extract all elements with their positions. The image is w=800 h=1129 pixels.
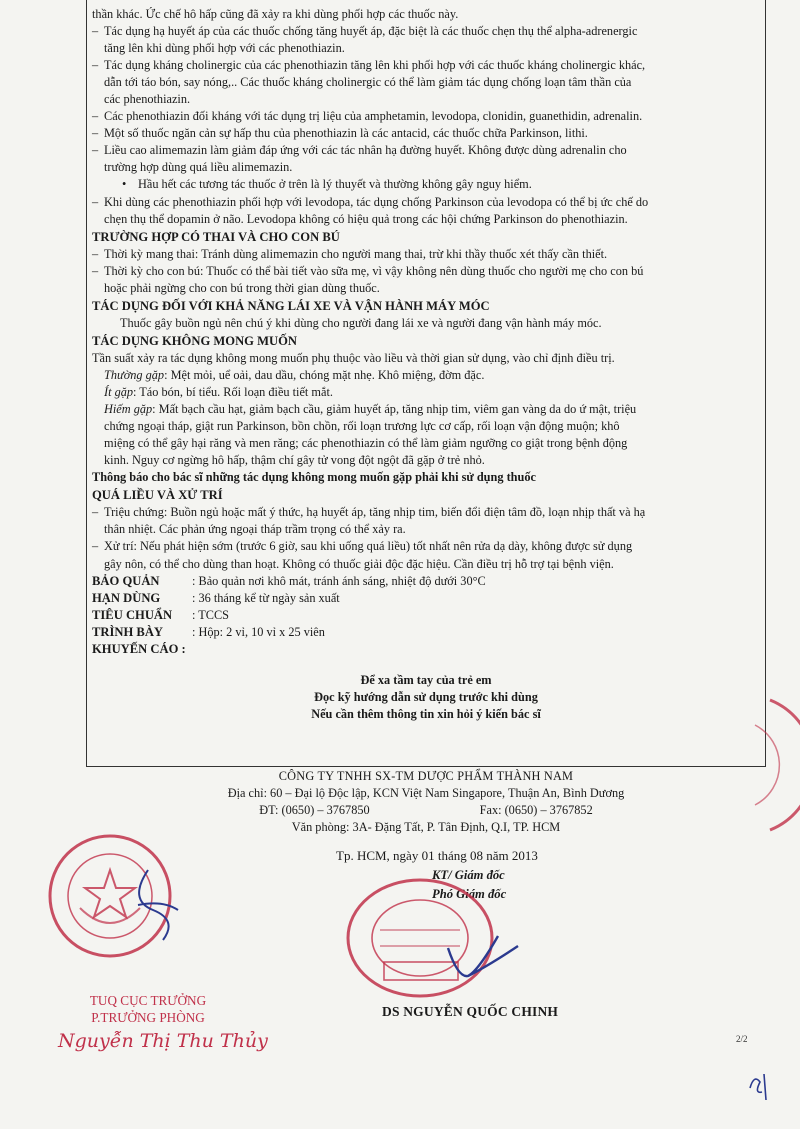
info-value: : Bảo quản nơi khô mát, tránh ánh sáng, nhiệt độ dưới 30°C [192, 573, 486, 588]
text-line: thần khác. Ức chế hô hấp cũng đã xảy ra khi dùng phối hợp các thuốc này. [92, 7, 459, 21]
dash-marker: – [92, 263, 99, 278]
company-fax: Fax: (0650) – 3767852 [479, 803, 593, 817]
dash-marker: – [92, 194, 99, 209]
info-row [92, 624, 760, 641]
company-name: CÔNG TY TNHH SX-TM DƯỢC PHẨM THÀNH NAM [278, 769, 574, 783]
continued-line: kinh. Nguy cơ ngừng hô hấp, thậm chí gây tử vong đột ngột đã gặp ở trẻ nhỏ. [104, 453, 485, 468]
info-key: TIÊU CHUẨN [92, 607, 173, 622]
list-item-text: Các phenothiazin đối kháng với tác dụng trị liệu của amphetamin, levodopa, clonidin, guanethidin, adrenalin. [104, 109, 643, 124]
list-item-text: Tác dụng hạ huyết áp của các thuốc chống tăng huyết áp, đặc biệt là các thuốc chẹn thụ thể alpha-adrenergic [104, 24, 638, 39]
list-item [92, 194, 760, 211]
frequency-label: Thường gặp [104, 367, 165, 382]
dash-marker: – [92, 505, 99, 520]
labelled-line [92, 384, 760, 401]
info-row [92, 590, 760, 607]
continued-line: chẹn thụ thể dopamin ở não. Levodopa không có hiệu quả trong các hội chứng Parkinson do phenothiazin. [104, 211, 628, 226]
list-item-text: Thời kỳ cho con bú: Thuốc có thể bài tiết vào sữa mẹ, vì vậy không nên dùng thuốc cho người mẹ cho con bú [104, 263, 644, 278]
labelled-line [92, 367, 760, 384]
company-office: Văn phòng: 3A- Đặng Tất, P. Tân Định, Q.I, TP. HCM [291, 820, 561, 834]
director-signature-icon [438, 928, 528, 998]
warning-line: Đọc kỹ hướng dẫn sử dụng trước khi dùng [314, 689, 538, 704]
warning-line: Nếu cần thêm thông tin xin hỏi ý kiến bác sĩ [311, 706, 541, 721]
vice-director-label: Phó Giám đốc [432, 887, 507, 901]
signer-name: DS NGUYỄN QUỐC CHINH [382, 1004, 559, 1019]
list-item [92, 246, 760, 263]
list-item [92, 142, 760, 159]
indented-line: Thuốc gây buồn ngủ nên chú ý khi dùng cho người đang lái xe và người đang vận hành máy móc. [120, 315, 602, 330]
info-value: : 36 tháng kể từ ngày sản xuất [192, 590, 340, 605]
blue-signature-icon [118, 860, 188, 950]
continued-line: miệng có thể gây hại răng và men răng; các phenothiazin có thể làm giảm ngưỡng co giật trong bệnh động [104, 436, 628, 451]
dash-marker: – [92, 143, 99, 158]
dash-marker: – [92, 126, 99, 141]
dash-marker: – [92, 24, 99, 39]
edge-seal-icon [700, 690, 800, 840]
authorization-block [68, 992, 228, 1026]
info-key: BẢO QUẢN [92, 573, 160, 588]
continued-line: gây nôn, có thể cho dùng than hoạt. Không có thuốc giải độc đặc hiệu. Cần điều trị hỗ trợ tại bệnh viện. [104, 556, 614, 571]
info-key: KHUYẾN CÁO : [92, 641, 186, 656]
text-line: Tần suất xảy ra tác dụng không mong muốn phụ thuộc vào liều và thời gian sử dụng, vào chỉ định điều trị. [92, 350, 615, 365]
continued-line: dẫn tới táo bón, say nóng,.. Các thuốc kháng cholinergic có thể làm giảm tác dụng chống loạn tâm thần của [104, 75, 632, 90]
section-heading: TRƯỜNG HỢP CÓ THAI VÀ CHO CON BÚ [92, 229, 340, 244]
tuq-line-2: P.TRƯỞNG PHÒNG [91, 1010, 205, 1025]
list-item [92, 504, 760, 521]
section-heading: QUÁ LIỀU VÀ XỬ TRÍ [92, 488, 223, 503]
continued-line: tăng lên khi dùng phối hợp với các phenothiazin. [104, 41, 345, 56]
list-item-text: Thời kỳ mang thai: Tránh dùng alimemazin cho người mang thai, trừ khi thầy thuốc xét thấy cần thiết. [104, 246, 608, 261]
handwritten-signature-name: Nguyễn Thị Thu Thủy [58, 1030, 268, 1052]
list-item-text: Một số thuốc ngăn cản sự hấp thu của phenothiazin là các antacid, các thuốc chữa Parkinson, lithi. [104, 126, 588, 141]
continued-line: thân nhiệt. Các phản ứng ngoại tháp trầm trọng có thể xảy ra. [104, 522, 406, 537]
bullet-item [92, 176, 760, 193]
dash-marker: – [92, 58, 99, 73]
labelled-line [92, 401, 760, 418]
bullet-marker: • [122, 177, 127, 192]
info-row [92, 641, 760, 658]
info-value: : Hộp: 2 vỉ, 10 vỉ x 25 viên [192, 624, 325, 639]
list-item-text: Liều cao alimemazin làm giảm đáp ứng với các tác nhân hạ đường huyết. Không được dùng adrenalin cho [104, 143, 627, 158]
frequency-label: Hiếm gặp [104, 402, 153, 417]
company-address: Địa chỉ: 60 – Đại lộ Độc lập, KCN Việt Nam Singapore, Thuận An, Bình Dương [227, 786, 625, 800]
list-item [92, 108, 760, 125]
notice-line: Thông báo cho bác sĩ những tác dụng không mong muốn gặp phải khi sử dụng thuốc [92, 470, 536, 485]
dash-marker: – [92, 539, 99, 554]
frequency-text: : Mất bạch cầu hạt, giảm bạch cầu, giảm huyết áp, tăng nhịp tim, viêm gan vàng da do ứ mật, triệu [152, 402, 637, 417]
warning-line: Để xa tầm tay của trẻ em [360, 672, 492, 687]
leaflet-content [92, 6, 760, 723]
continued-line: chứng ngoại tháp, giật run Parkinson, bồn chồn, rối loạn trương lực cơ cấp, rối loạn vận động muộn; khô [104, 419, 620, 434]
info-value: : TCCS [192, 607, 230, 622]
info-key: TRÌNH BÀY [92, 624, 164, 639]
company-block [86, 768, 766, 836]
list-item [92, 538, 760, 555]
frequency-label: Ít gặp [104, 385, 134, 400]
dash-marker: – [92, 246, 99, 261]
section-heading: TÁC DỤNG ĐỐI VỚI KHẢ NĂNG LÁI XE VÀ VẬN HÀNH MÁY MÓC [92, 298, 490, 313]
continued-line: hoặc phải ngừng cho con bú trong thời gian dùng thuốc. [104, 280, 380, 295]
list-item [92, 125, 760, 142]
dash-marker: – [92, 109, 99, 124]
info-row [92, 607, 760, 624]
date-line: Tp. HCM, ngày 01 tháng 08 năm 2013 [336, 848, 538, 863]
page-number: 2/2 [736, 1034, 748, 1044]
frequency-text: : Mệt mỏi, uể oải, dau dầu, chóng mặt nhẹ. Khô miệng, đờm đặc. [164, 367, 485, 382]
list-item-text: Triệu chứng: Buồn ngủ hoặc mất ý thức, hạ huyết áp, tăng nhịp tim, biến đổi điện tâm đồ, loạn nhịp thất và hạ [104, 505, 646, 520]
continued-line: các phenothiazin. [104, 92, 191, 107]
warning-block [92, 672, 760, 723]
frequency-text: : Táo bón, bí tiểu. Rối loạn điều tiết mắt. [133, 385, 333, 400]
list-item-text: Xử trí: Nếu phát hiện sớm (trước 6 giờ, sau khi uống quá liều) tốt nhất nên rửa dạ dày, không được sử dụng [104, 539, 633, 554]
section-heading: TÁC DỤNG KHÔNG MONG MUỐN [92, 333, 297, 348]
list-item [92, 23, 760, 40]
info-row [92, 573, 760, 590]
list-item-text: Khi dùng các phenothiazin phối hợp với levodopa, tác dụng chống Parkinson của levodopa có thể bị ức chế do [104, 194, 649, 209]
list-item [92, 57, 760, 74]
company-phone: ĐT: (0650) – 3767850 [259, 803, 370, 817]
bullet-item-text: Hầu hết các tương tác thuốc ở trên là lý thuyết và thường không gây nguy hiểm. [138, 177, 532, 192]
list-item-text: Tác dụng kháng cholinergic của các phenothiazin tăng lên khi phối hợp với các thuốc kháng cholinergic khác, [104, 58, 646, 73]
list-item [92, 263, 760, 280]
company-contact [86, 802, 766, 819]
info-key: HẠN DÙNG [92, 590, 161, 605]
handwritten-mark-icon [742, 1064, 782, 1104]
continued-line: trường hợp dùng quá liều alimemazin. [104, 160, 293, 175]
tuq-line-1: TUQ CỤC TRƯỞNG [89, 993, 207, 1008]
kt-label: KT/ Giám đốc [432, 868, 505, 882]
